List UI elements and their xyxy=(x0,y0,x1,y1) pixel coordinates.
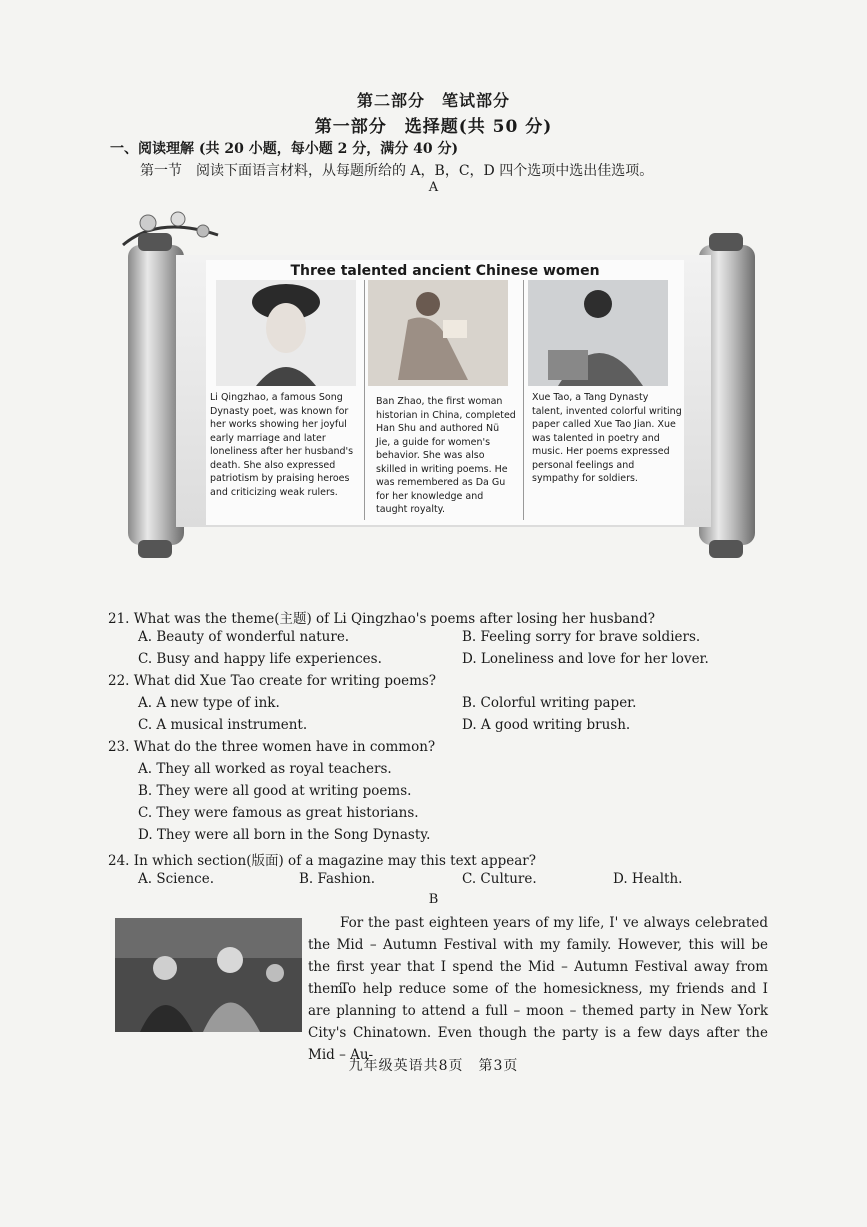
option[interactable]: A. They all worked as royal teachers. xyxy=(138,761,392,777)
street-photo xyxy=(115,918,302,1032)
option[interactable]: B. Fashion. xyxy=(299,871,376,887)
option[interactable]: B. Colorful writing paper. xyxy=(462,695,637,711)
reading-heading: 一、阅读理解 (共 20 小题，每小题 2 分，满分 40 分) xyxy=(110,141,459,157)
scroll-title: Three talented ancient Chinese women xyxy=(290,263,600,279)
instruction: 第一节 阅读下面语言材料，从每题所给的 A，B，C，D 四个选项中选出佳选项。 xyxy=(140,163,654,179)
divider xyxy=(523,280,524,520)
option[interactable]: D. Health. xyxy=(613,871,683,887)
paragraph-text: For the past eighteen years of my life, I' ve always celebrated the Mid – Autumn Festival with my family. However, this will be the first year that I spend the Mid – Autumn Festival away from them. xyxy=(308,915,768,997)
question-23: 23. What do the three women have in common? xyxy=(108,739,436,755)
passage-b-paragraph-2 xyxy=(308,978,768,1066)
page-footer: 九年级英语共8页 第3页 xyxy=(348,1058,519,1074)
portrait-ban-zhao xyxy=(368,280,508,386)
option[interactable]: A. Beauty of wonderful nature. xyxy=(138,629,350,645)
option[interactable]: C. They were famous as great historians. xyxy=(138,805,419,821)
option[interactable]: C. A musical instrument. xyxy=(138,717,308,733)
option[interactable]: D. A good writing brush. xyxy=(462,717,631,733)
passage-a-label: A xyxy=(428,180,439,195)
question-21: 21. What was the theme(主题) of Li Qingzhao's poems after losing her husband? xyxy=(108,611,655,627)
part-title: 第二部分 笔试部分 xyxy=(356,91,510,110)
option[interactable]: D. They were all born in the Song Dynasty. xyxy=(138,827,431,843)
right-cap xyxy=(709,233,743,251)
left-cap-bottom xyxy=(138,540,172,558)
paragraph-text: To help reduce some of the homesickness, my friends and I are planning to attend a full – moon – themed party in New York City's Chinatown. Even though the party is a few days after the Mid – Au- xyxy=(308,981,768,1063)
passage-b-label: B xyxy=(428,892,439,907)
option[interactable]: C. Busy and happy life experiences. xyxy=(138,651,382,667)
option[interactable]: A. Science. xyxy=(138,871,214,887)
option[interactable]: C. Culture. xyxy=(462,871,537,887)
caption-xue-tao: Xue Tao, a Tang Dynasty talent, invented colorful writing paper called Xue Tao Jian. Xue was talented in poetry and music. Her poems expressed personal feelings and sympathy for soldiers. xyxy=(532,392,682,484)
left-cap xyxy=(138,233,172,251)
option[interactable]: B. Feeling sorry for brave soldiers. xyxy=(462,629,701,645)
divider xyxy=(364,280,365,520)
scroll-illustration xyxy=(118,205,763,570)
section-title: 第一部分 选择题(共 50 分) xyxy=(314,117,553,137)
question-24: 24. In which section(版面) of a magazine may this text appear? xyxy=(108,853,536,869)
option[interactable]: A. A new type of ink. xyxy=(138,695,280,711)
option[interactable]: B. They were all good at writing poems. xyxy=(138,783,412,799)
caption-li-qingzhao: Li Qingzhao, a famous Song Dynasty poet, was known for her works showing her joyful early marriage and later loneliness after her husband's death. She also expressed patriotism by praising heroes and criticizing weak rulers. xyxy=(210,392,354,498)
portrait-li-qingzhao xyxy=(216,280,356,386)
caption-ban-zhao: Ban Zhao, the first woman historian in China, completed Han Shu and authored Nü Jie, a guide for women's behavior. She was also skilled in writing poems. He was remembered as Da Gu for her knowledge and taught royalty. xyxy=(376,396,516,515)
portrait-xue-tao xyxy=(528,280,668,386)
right-cap-bottom xyxy=(709,540,743,558)
option[interactable]: D. Loneliness and love for her lover. xyxy=(462,651,709,667)
question-22: 22. What did Xue Tao create for writing poems? xyxy=(108,673,437,689)
